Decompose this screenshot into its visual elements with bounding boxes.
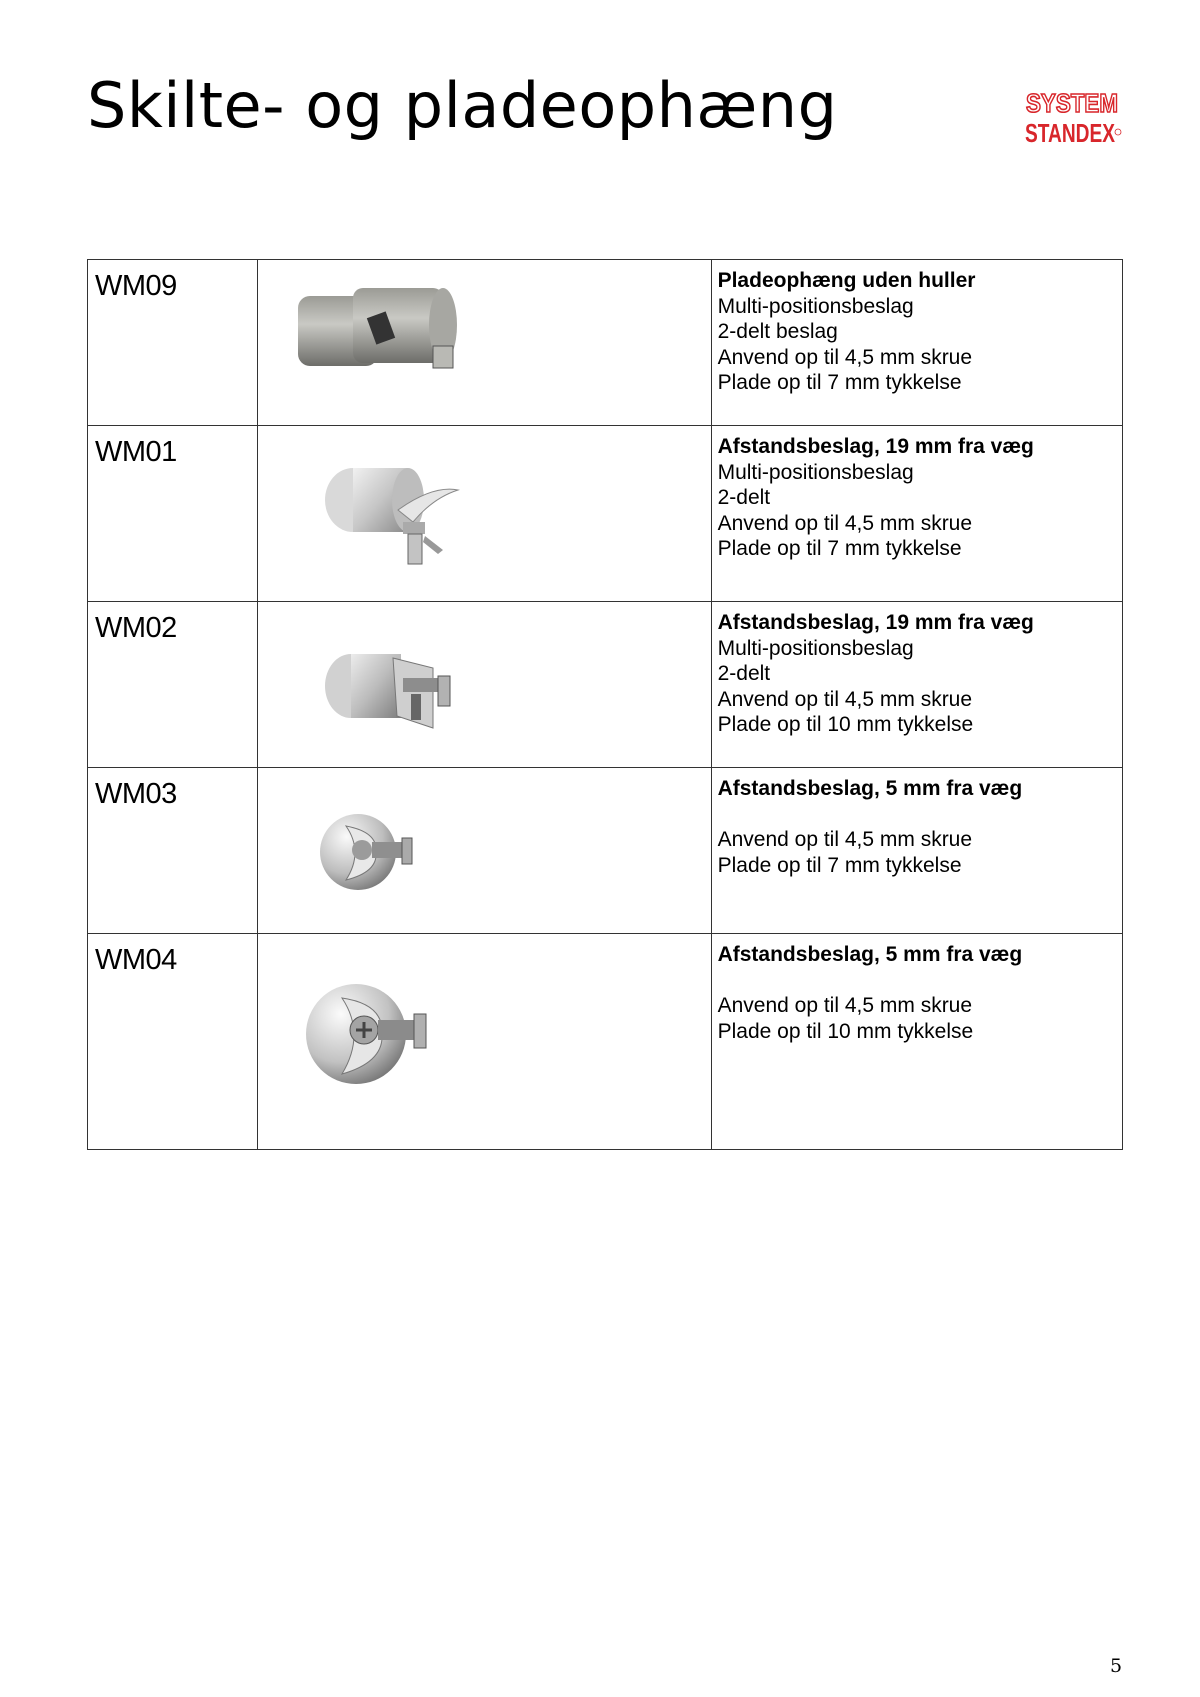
product-code: WM01	[95, 436, 177, 468]
product-heading: Afstandsbeslag, 5 mm fra væg	[717, 777, 1023, 800]
wm01-product-image	[313, 450, 483, 585]
page-number: 5	[1110, 1655, 1123, 1677]
table-row	[88, 426, 1123, 602]
table-row	[88, 602, 1123, 768]
spacer-line	[718, 802, 1122, 828]
spacer-line	[718, 968, 1122, 994]
product-spec: Anvend op til 4,5 mm skrue	[717, 345, 973, 369]
product-spec: Anvend op til 4,5 mm skrue	[717, 994, 973, 1017]
product-code-cell	[88, 934, 258, 1150]
wm04-product-image	[290, 954, 450, 1104]
product-spec: Plade op til 7 mm tykkelse	[717, 537, 962, 560]
product-spec: 2-delt beslag	[717, 320, 838, 343]
wm03-product-image	[306, 788, 436, 908]
product-code: WM03	[95, 778, 177, 810]
product-desc-cell	[711, 934, 1122, 1150]
product-image-cell	[258, 426, 711, 602]
product-code-cell	[88, 426, 258, 602]
product-spec: Plade op til 10 mm tykkelse	[717, 713, 974, 736]
product-code: WM04	[95, 944, 177, 976]
product-heading: Afstandsbeslag, 5 mm fra væg	[717, 943, 1023, 966]
logo-line2: STANDEX	[1025, 118, 1116, 148]
table-row	[88, 934, 1123, 1150]
table-row	[88, 768, 1123, 934]
table-row	[88, 260, 1123, 426]
product-heading: Afstandsbeslag, 19 mm fra væg	[717, 435, 1034, 458]
product-heading: Pladeophæng uden huller	[717, 269, 976, 292]
wm02-product-image	[313, 616, 483, 746]
product-desc-cell	[711, 602, 1122, 768]
product-spec: Plade op til 7 mm tykkelse	[717, 371, 962, 394]
product-table	[87, 259, 1123, 1150]
product-image-cell	[258, 934, 711, 1150]
product-desc-cell	[711, 768, 1122, 934]
product-spec: 2-delt	[717, 486, 771, 509]
product-spec: Anvend op til 4,5 mm skrue	[717, 687, 973, 711]
product-spec: Anvend op til 4,5 mm skrue	[717, 828, 973, 851]
product-code-cell	[88, 602, 258, 768]
product-code: WM09	[95, 270, 177, 302]
product-spec: Multi-positionsbeslag	[717, 460, 914, 484]
logo-line1: SYSTEM	[1026, 88, 1118, 118]
product-code: WM02	[95, 612, 177, 644]
product-spec: Multi-positionsbeslag	[717, 294, 914, 318]
product-spec: Plade op til 10 mm tykkelse	[717, 1019, 974, 1043]
product-desc-cell	[711, 260, 1122, 426]
product-spec: Anvend op til 4,5 mm skrue	[717, 511, 973, 535]
product-image-cell	[258, 602, 711, 768]
page-title: Skilte- og pladeophæng	[87, 69, 838, 142]
product-code-cell	[88, 260, 258, 426]
product-desc-cell	[711, 426, 1122, 602]
product-image-cell	[258, 260, 711, 426]
product-spec: 2-delt	[717, 662, 771, 685]
product-image-cell	[258, 768, 711, 934]
product-spec: Plade op til 7 mm tykkelse	[717, 853, 962, 877]
product-heading: Afstandsbeslag, 19 mm fra væg	[717, 611, 1034, 634]
wm09-product-image	[283, 274, 483, 394]
system-standex-logo	[1022, 86, 1122, 150]
product-spec: Multi-positionsbeslag	[717, 636, 914, 660]
product-code-cell	[88, 768, 258, 934]
